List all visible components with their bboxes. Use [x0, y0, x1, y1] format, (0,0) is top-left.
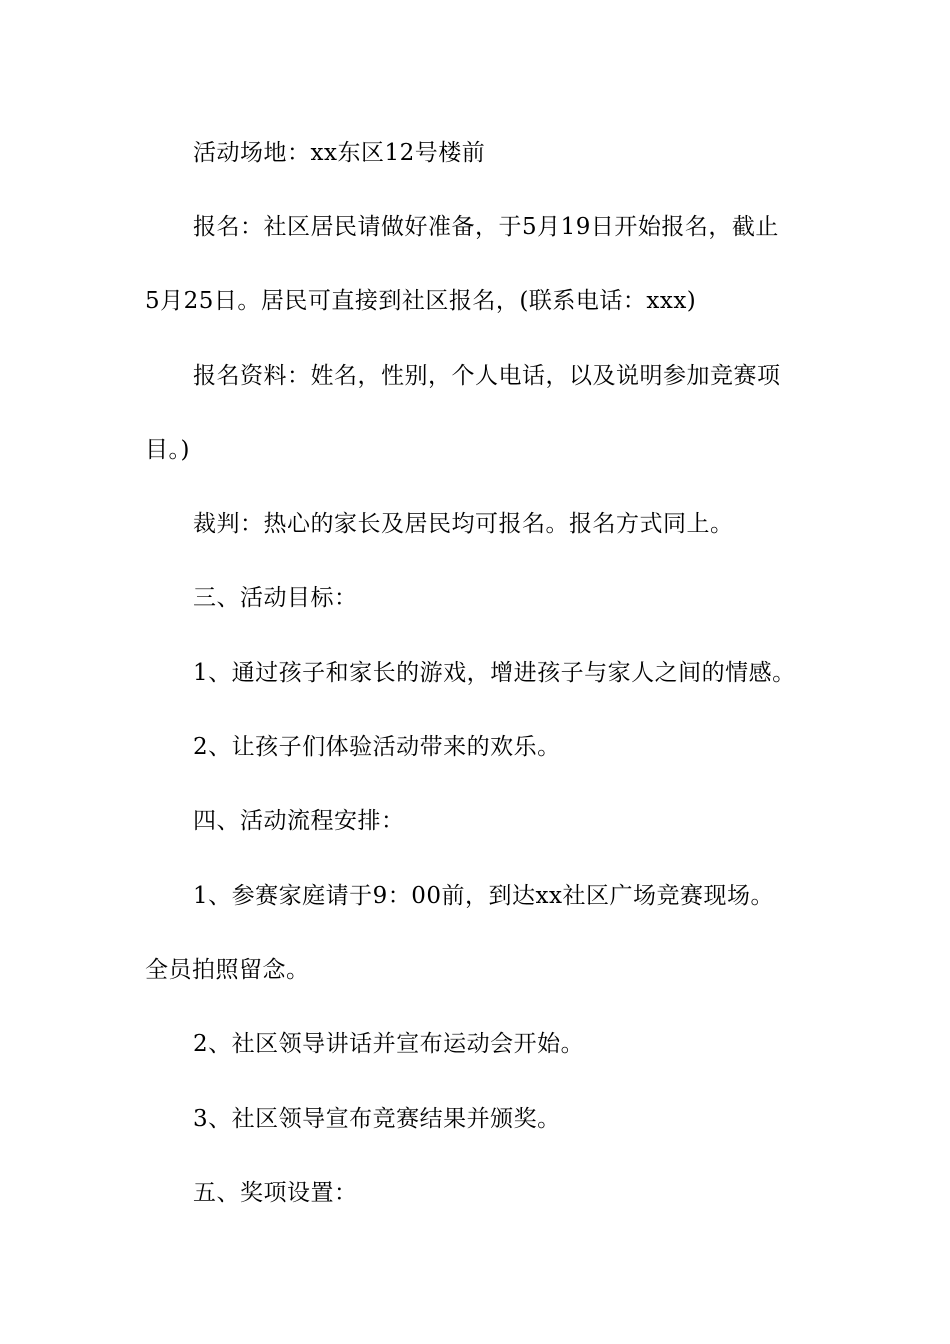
section-heading-awards: 五、奖项设置： — [193, 1180, 358, 1206]
schedule-item-1: 1、参赛家庭请于9：00前，到达xx社区广场竞赛现场。 — [193, 883, 774, 909]
schedule-item-3: 3、社区领导宣布竞赛结果并颁奖。 — [193, 1106, 561, 1132]
section-heading-goals: 三、活动目标： — [193, 585, 358, 611]
registration-info-line: 报名资料：姓名，性别，个人电话，以及说明参加竞赛项 — [193, 363, 781, 389]
registration-line-continued: 5月25日。居民可直接到社区报名，(联系电话：xxx) — [145, 288, 697, 314]
schedule-item-2: 2、社区领导讲话并宣布运动会开始。 — [193, 1031, 585, 1057]
registration-line: 报名：社区居民请做好准备，于5月19日开始报名，截止 — [193, 214, 779, 240]
venue-line: 活动场地：xx东区12号楼前 — [193, 140, 486, 166]
referee-line: 裁判：热心的家长及居民均可报名。报名方式同上。 — [193, 511, 734, 537]
goal-item-1: 1、通过孩子和家长的游戏，增进孩子与家人之间的情感。 — [193, 660, 796, 686]
registration-info-line-continued: 目。) — [145, 437, 190, 463]
goal-item-2: 2、让孩子们体验活动带来的欢乐。 — [193, 734, 561, 760]
schedule-item-1-continued: 全员拍照留念。 — [145, 957, 310, 983]
section-heading-schedule: 四、活动流程安排： — [193, 808, 405, 834]
